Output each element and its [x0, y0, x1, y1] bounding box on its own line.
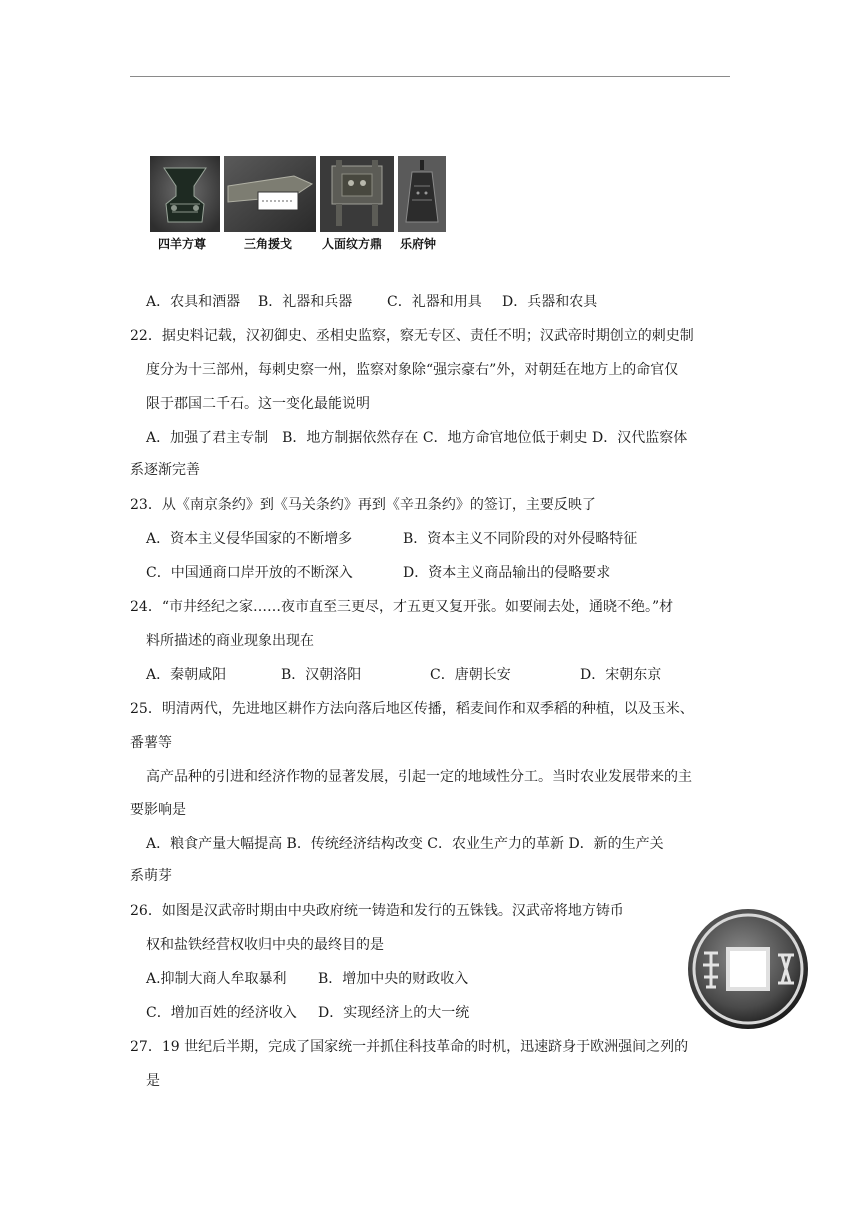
q21-option-b[interactable]: B．礼器和兵器	[258, 294, 353, 310]
wuzhu-coin-image	[686, 907, 810, 1031]
q27-stem-line: 是	[146, 1073, 160, 1089]
q24-option-d[interactable]: D．宋朝东京	[580, 667, 662, 683]
four-ram-zun-image	[150, 156, 220, 232]
q24-option-c[interactable]: C．唐朝长安	[430, 667, 511, 683]
q22-options[interactable]: A．加强了君主专制 B．地方制据依然存在 C．地方命官地位低于刺史 D．汉代监察体	[146, 430, 688, 446]
image-caption: 四羊方尊	[158, 237, 207, 251]
q21-option-c[interactable]: C．礼器和用具	[387, 294, 482, 310]
q26-option-d[interactable]: D．实现经济上的大一统	[318, 1005, 470, 1021]
q24-stem-line: 料所描述的商业现象出现在	[146, 633, 314, 649]
q27-stem-line: 27．19 世纪后半期，完成了国家统一并抓住科技革命的时机，迅速跻身于欧洲强间之列的	[130, 1039, 689, 1055]
image-caption: 三角援戈	[244, 237, 293, 251]
artifact-image-strip	[150, 156, 446, 256]
q26-stem-line: 26．如图是汉武帝时期由中央政府统一铸造和发行的五铢钱。汉武帝将地方铸币	[130, 903, 624, 919]
dagger-axe-image	[224, 156, 316, 232]
q23-stem: 23．从《南京条约》到《马关条约》再到《辛丑条约》的签订，主要反映了	[130, 497, 596, 513]
q23-option-d[interactable]: D．资本主义商品输出的侵略要求	[403, 565, 611, 581]
bell-image	[398, 156, 446, 232]
q26-option-c[interactable]: C．增加百姓的经济收入	[146, 1005, 297, 1021]
q24-option-b[interactable]: B．汉朝洛阳	[281, 667, 362, 683]
q25-options-continued: 系萌芽	[130, 868, 172, 884]
q23-option-a[interactable]: A．资本主义侵华国家的不断增多	[146, 531, 353, 547]
q26-stem-line: 权和盐铁经营权收归中央的最终目的是	[146, 937, 384, 953]
q23-option-b[interactable]: B．资本主义不同阶段的对外侵略特征	[403, 531, 638, 547]
q25-stem-line: 番薯等	[130, 735, 172, 751]
q25-stem-line: 25．明清两代，先进地区耕作方法向落后地区传播，稻麦间作和双季稻的种植，以及玉米、	[130, 701, 694, 717]
q24-stem-line: 24．“市井经纪之家……夜市直至三更尽，才五更又复开张。如要闹去处，通晓不绝。”材	[130, 599, 674, 615]
image-caption: 人面纹方鼎	[322, 237, 383, 251]
q26-option-b[interactable]: B．增加中央的财政收入	[318, 971, 469, 987]
q21-option-d[interactable]: D．兵器和农具	[502, 294, 598, 310]
image-caption: 乐府钟	[400, 237, 437, 251]
q22-stem-line: 22．据史料记载，汉初御史、丞相史监察，察无专区、责任不明；汉武帝时期创立的刺史制	[130, 328, 694, 344]
q24-option-a[interactable]: A．秦朝咸阳	[146, 667, 227, 683]
q22-stem-line: 度分为十三部州，每刺史察一州，监察对象除“强宗豪右”外，对朝廷在地方上的命官仅	[146, 362, 679, 378]
square-ding-image	[320, 156, 394, 232]
q25-options[interactable]: A．粮食产量大幅提高 B．传统经济结构改变 C．农业生产力的革新 D．新的生产关	[146, 836, 664, 852]
q21-option-a[interactable]: A．农具和酒器	[146, 294, 241, 310]
q23-option-c[interactable]: C．中国通商口岸开放的不断深入	[146, 565, 353, 581]
q25-stem-line: 要影响是	[130, 802, 186, 818]
q22-options-continued: 系逐渐完善	[130, 462, 200, 478]
q25-stem-line: 高产品种的引进和经济作物的显著发展，引起一定的地域性分工。当时农业发展带来的主	[146, 769, 692, 785]
q26-option-a[interactable]: A.抑制大商人牟取暴利	[146, 971, 287, 987]
q22-stem-line: 限于郡国二千石。这一变化最能说明	[146, 396, 370, 412]
header-rule	[130, 76, 730, 77]
